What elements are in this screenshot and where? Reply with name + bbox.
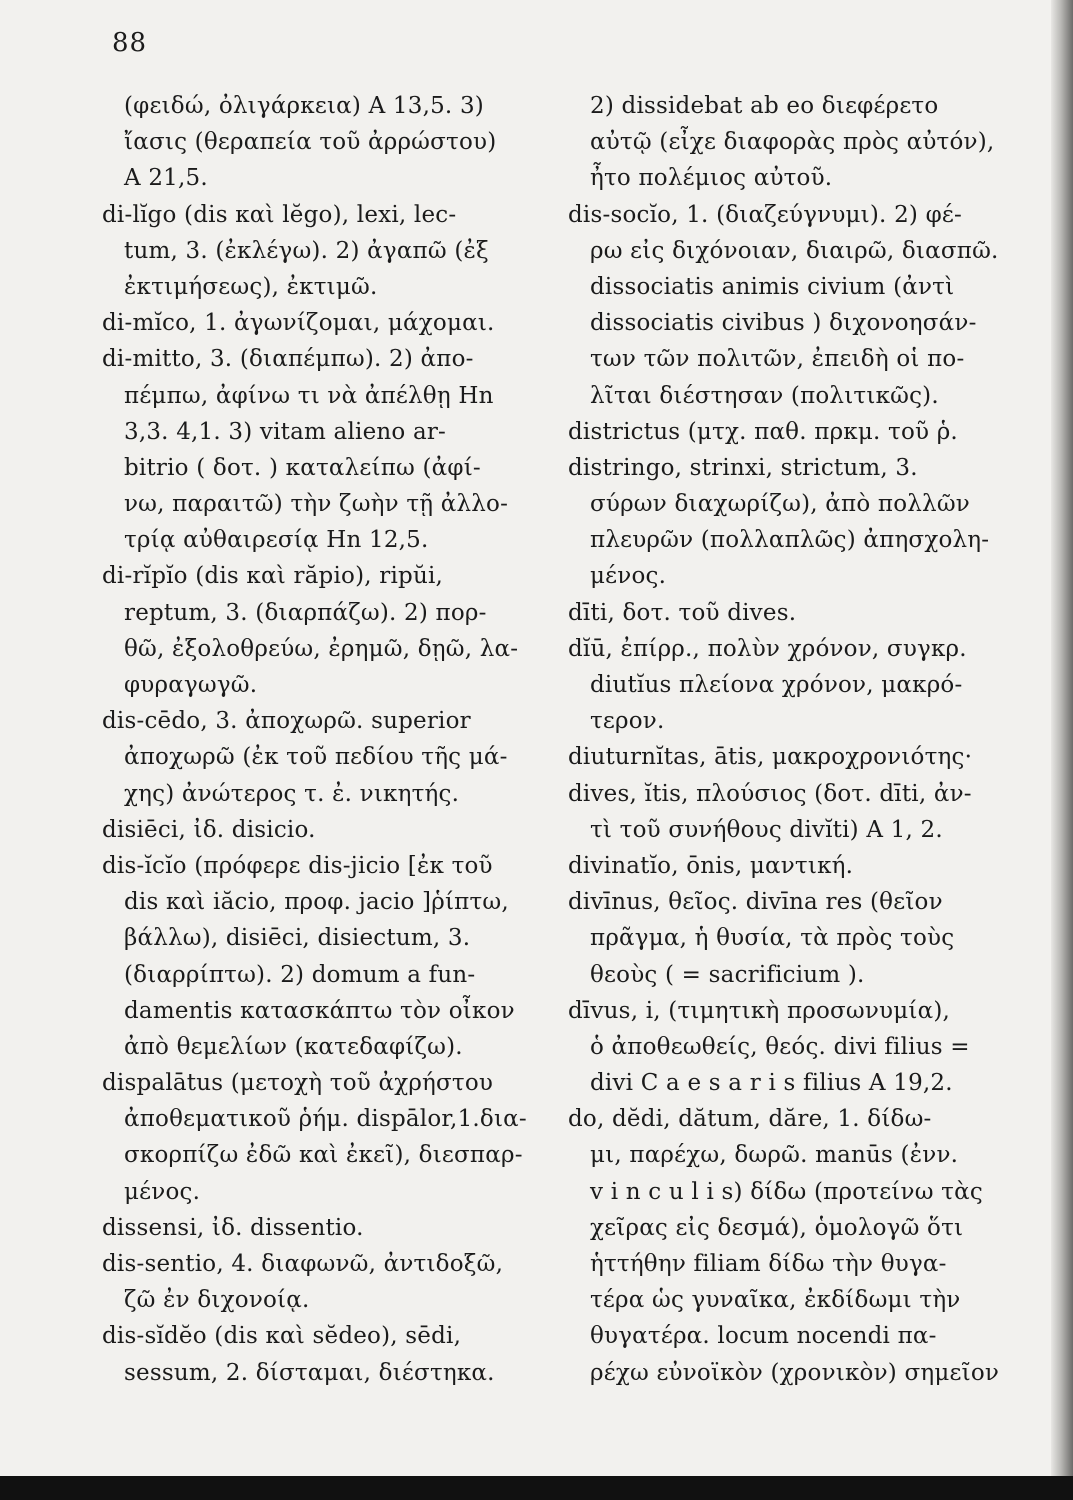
text-line: ἴασις (θεραπεία τοῦ ἀρρώστου) (124, 129, 497, 156)
text-line: v i n c u l i s) δίδω (προτείνω τὰς (590, 1178, 983, 1205)
text-line: ἀπὸ θεμελίων (κατεδαφίζω). (124, 1033, 463, 1060)
text-line: dis-cēdo, 3. ἀποχωρῶ. superior (102, 708, 471, 735)
text-line: dissociatis civibus ) διχονοησάν- (590, 310, 977, 337)
text-line: ἀποθεματικοῦ ῥήμ. dispālor,1.δια- (124, 1106, 527, 1133)
text-line: dis-socĭo, 1. (διαζεύγνυμι). 2) φέ- (568, 201, 962, 228)
text-line: μι, παρέχω, δωρῶ. manūs (ἐνν. (590, 1142, 959, 1169)
text-line: βάλλω), disiēci, disiectum, 3. (124, 925, 471, 952)
text-line: diuturnĭtas, ātis, μακροχρονιότης· (568, 744, 973, 771)
left-column (102, 88, 544, 1391)
text-line: tum, 3. (ἐκλέγω). 2) ἀγαπῶ (ἐξ (124, 237, 489, 264)
text-line: ὁ ἀποθεωθείς, θεός. divi filius = (590, 1033, 970, 1060)
text-line: (διαρρίπτω). 2) domum a fun- (124, 961, 476, 988)
text-line: λῖται διέστησαν (πολιτικῶς). (590, 382, 939, 409)
text-line: 2) dissidebat ab eo διεφέρετο (590, 93, 939, 119)
text-line: ἡττήθην filiam δίδω τὴν θυγα- (590, 1251, 947, 1277)
text-line: ἀποχωρῶ (ἐκ τοῦ πεδίου τῆς μά- (124, 744, 508, 771)
right-column (568, 88, 1008, 1391)
text-line: sessum, 2. δίσταμαι, διέστηκα. (124, 1359, 495, 1386)
text-line: ρέχω εὐνοϊκὸν (χρονικὸν) σημεῖον (590, 1359, 1000, 1386)
text-line: reptum, 3. (διαρπάζω). 2) πορ- (124, 599, 487, 626)
text-line: των τῶν πολιτῶν, ἐπειδὴ οἱ πο- (590, 346, 965, 373)
text-line: πρᾶγμα, ἡ θυσία, τὰ πρὸς τοὺς (590, 925, 955, 952)
text-line: πέμπω, ἀφίνω τι νὰ ἀπέλθῃ Hn (124, 382, 494, 409)
text-line: damentis κατασκάπτω τὸν οἶκον (124, 997, 515, 1024)
text-line: divīnus, θεῖος. divīna res (θεῖον (568, 889, 943, 916)
text-line: dis-ĭcĭo (πρόφερε dis-jicio [ἐκ τοῦ (102, 852, 493, 879)
text-line: di-rĭpĭo (dis καὶ răpio), ripŭi, (102, 563, 444, 590)
text-line: districtus (μτχ. παθ. πρκμ. τοῦ ῥ. (568, 418, 958, 445)
text-line: ζῶ ἐν διχονοίᾳ. (124, 1287, 310, 1314)
text-line: νω, παραιτῶ) τὴν ζωὴν τῇ ἀλλο- (124, 491, 509, 518)
text-line: di-mĭco, 1. ἀγωνίζομαι, μάχομαι. (102, 310, 495, 337)
text-line: τρίᾳ αὐθαιρεσίᾳ Hn 12,5. (124, 527, 429, 554)
text-line: ρω εἰς διχόνοιαν, διαιρῶ, διασπῶ. (590, 237, 999, 264)
text-line: ἦτο πολέμιος αὐτοῦ. (590, 165, 833, 192)
page-edge-shadow (1051, 0, 1073, 1500)
page-number: 88 (112, 28, 148, 58)
text-line: dis καὶ iăcio, προφ. jacio ]ῥίπτω, (124, 889, 509, 916)
text-line: dissociatis animis civium (ἀντὶ (590, 273, 955, 300)
text-line: disiēci, ἰδ. disicio. (102, 816, 316, 843)
text-line: πλευρῶν (πολλαπλῶς) ἀπησχολη- (590, 527, 990, 554)
text-line: φυραγωγῶ. (124, 672, 258, 698)
text-line: dĭū, ἐπίρρ., πολὺν χρόνον, συγκρ. (568, 635, 967, 662)
text-line: distringo, strinxi, strictum, 3. (568, 454, 918, 481)
text-line: divinatĭo, ōnis, μαντική. (568, 852, 854, 879)
text-line: di-mitto, 3. (διαπέμπω). 2) ἀπο- (102, 346, 474, 373)
text-line: χης) ἀνώτερος τ. ἐ. νικητής. (124, 780, 460, 807)
text-line: τὶ τοῦ συνήθους divĭti) A 1, 2. (590, 816, 943, 843)
text-line: σύρων διαχωρίζω), ἀπὸ πολλῶν (590, 491, 970, 518)
text-line: χεῖρας εἰς δεσμά), ὁμολογῶ ὅτι (590, 1214, 964, 1241)
scan-bottom-border (0, 1476, 1073, 1500)
text-line: θεοὺς ( = sacrificium ). (590, 961, 865, 988)
text-line: do, dĕdi, dătum, dăre, 1. δίδω- (568, 1106, 932, 1133)
text-line: bitrio ( δοτ. ) καταλείπω (ἀφί- (124, 454, 481, 481)
text-line: ἐκτιμήσεως), ἐκτιμῶ. (124, 273, 378, 300)
text-line: dives, ĭtis, πλούσιος (δοτ. dīti, ἀν- (568, 780, 972, 807)
text-line: dispalātus (μετοχὴ τοῦ ἀχρήστου (102, 1070, 494, 1097)
text-line: θυγατέρα. locum nocendi πα- (590, 1323, 937, 1350)
text-line: A 21,5. (124, 165, 208, 192)
text-line: 3,3. 4,1. 3) vitam alieno ar- (124, 418, 447, 445)
text-line: diutĭus πλείονα χρόνον, μακρό- (590, 672, 963, 698)
text-line: σκορπίζω ἐδῶ καὶ ἐκεῖ), διεσπαρ- (124, 1142, 523, 1169)
text-line: αὐτῷ (εἶχε διαφορὰς πρὸς αὐτόν), (590, 129, 995, 156)
text-line: dīti, δοτ. τοῦ dives. (568, 599, 797, 626)
text-line: μένος. (590, 563, 667, 590)
text-line: dis-sentio, 4. διαφωνῶ, ἀντιδοξῶ, (102, 1251, 504, 1277)
text-line: θῶ, ἐξολοθρεύω, ἐρημῶ, δῃῶ, λα- (124, 635, 519, 662)
text-line: di-lĭgo (dis καὶ lĕgo), lexi, lec- (102, 201, 457, 228)
text-line: (φειδώ, ὀλιγάρκεια) A 13,5. 3) (124, 93, 484, 119)
text-line: τέρα ὡς γυναῖκα, ἐκδίδωμι τὴν (590, 1287, 961, 1314)
text-line: dīvus, i, (τιμητικὴ προσωνυμία), (568, 997, 951, 1024)
text-line: μένος. (124, 1178, 201, 1205)
text-line: dissensi, ἰδ. dissentio. (102, 1214, 364, 1241)
text-line: τερον. (590, 708, 665, 735)
text-line: divi C a e s a r i s filius A 19,2. (590, 1070, 953, 1097)
text-line: dis-sĭdĕo (dis καὶ sĕdeo), sēdi, (102, 1323, 462, 1350)
